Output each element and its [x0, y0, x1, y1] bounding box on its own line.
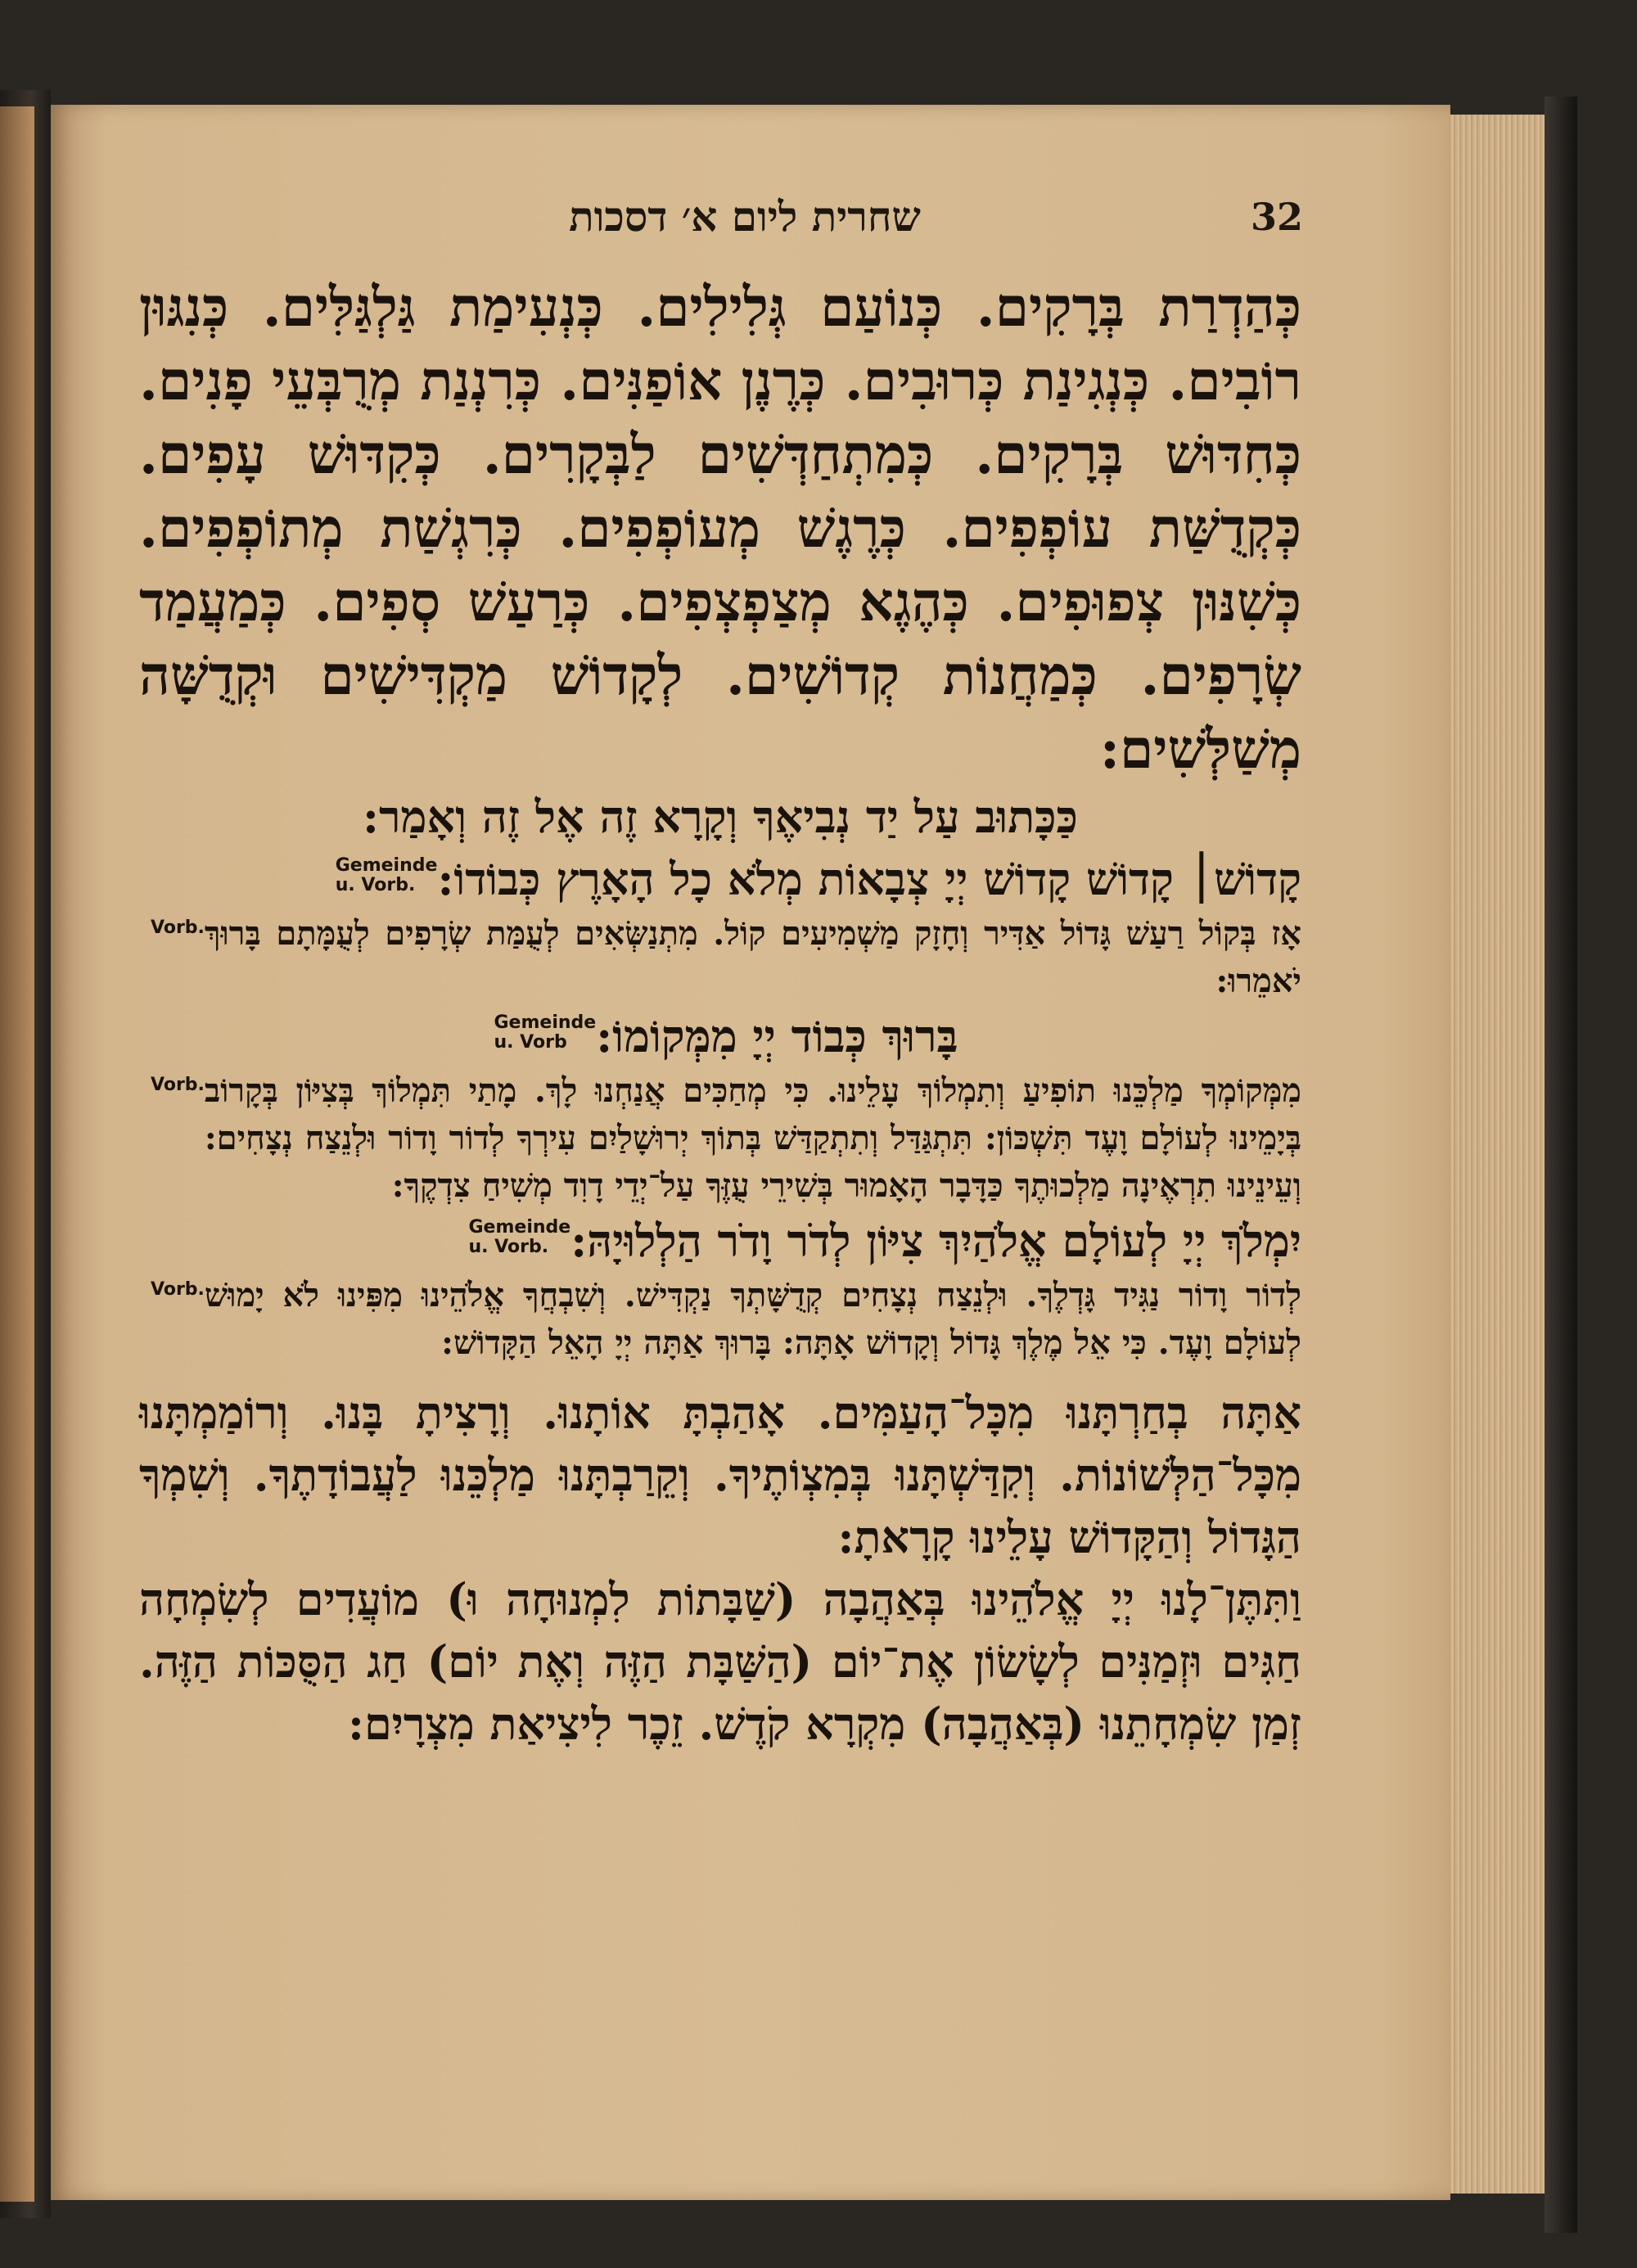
line-mimkomcha: מִמְּקוֹמְךָ מַלְכֵּנוּ תוֹפִיעַ וְתִמְלוֹךְ עָלֵינוּ. כִּי מְחַכִּים אֲנַחְנוּ לָךְ. מָתַי תִּמְלוֹךְ בְּצִיּוֹן בְּקָרוֹב בְּיָמֵינוּ לְעוֹלָם וָעֶד תִּשְׁכּוֹן: תִּתְגַּדַּל וְתִתְקַדַּשׁ בְּתוֹךְ יְרוּשָׁלַיִם עִירְךָ לְדוֹר וָדוֹר וּלְנֵצַח נְצָחִים: וְעֵינֵינוּ תִרְאֶינָה מַלְכוּתֶךָ כַּדָּבָר הָאָמוּר בְּשִׁירֵי עֻזֶּךָ עַל־יְדֵי דָוִד מְשִׁיחַ צִדְקֶךָ:	[204, 1071, 1301, 1205]
speaker-marker: Vorb.	[151, 918, 205, 938]
paragraph-kedusha-intro: כְּהַדְרַת בְּרָקִים. כְּנוֹעַם גְּלִילִים. כְּנְעִימַת גַּלְגַּלִּים. כְּנִגּוּן רוֹבִים. כְּנְגִינַת כְּרוּבִים. כְּרֶנֶן אוֹפַנִּים. כְּרִנְנַת מְרֻבְּעֵי פָנִים. כְּחִדּוּשׁ בְּרָקִים. כְּמִתְחַדְּשִׁים לַבְּקָרִים. כְּקִדּוּשׁ עָפִים. כְּקְדֻשַּׁת עוֹפְפִים. כְּרֶגֶשׁ מְעוֹפְפִים. כְּרִגְשַׁת מְתוֹפְפִים. כְּשִׁנּוּן צְפוּפִים. כְּהֶגֶא מְצַפְצְפִים. כְּרַעַשׁ סְפִים. כְּמַעֲמַד שְׂרָפִים. כְּמַחֲנוֹת קְדוֹשִׁים. לְקָדוֹשׁ מַקְדִּישִׁים וּקְדֻשָּׁה מְשַׁלְּשִׁים:	[139, 275, 1301, 781]
cover-edge	[1545, 97, 1577, 2233]
responsive-line	[139, 1210, 1301, 1272]
responsive-line	[139, 1005, 1301, 1067]
line-ledor-vador: לְדוֹר וָדוֹר נַגִּיד גָּדְלֶךָ. וּלְנֵצַח נְצָחִים קְדֻשָּׁתְךָ נַקְדִּישׁ. וְשִׁבְחֲךָ אֱלֹהֵינוּ מִפִּינוּ לֹא יָמוּשׁ לְעוֹלָם וָעֶד. כִּי אֵל מֶלֶךְ גָּדוֹל וְקָדוֹשׁ אָתָּה: בָּרוּךְ אַתָּה יְיָ הָאֵל הַקָּדוֹשׁ:	[204, 1276, 1301, 1362]
speaker-marker: Vorb.	[151, 1279, 205, 1300]
prayer-text	[139, 270, 1301, 1755]
line-az-bekol: אָז בְּקוֹל רַעַשׁ גָּדוֹל אַדִּיר וְחָזָק מַשְׁמִיעִים קוֹל. מִתְנַשְּׂאִים לְעֻמַּת שְׂרָפִים לְעֻמָּתָם בָּרוּךְ יֹאמֵרוּ:	[204, 914, 1301, 1000]
line-baruch: בָּרוּךְ כְּבוֹד יְיָ מִמְּקוֹמוֹ:	[596, 1010, 958, 1062]
line-kakatuv: כַּכָּתוּב עַל יַד נְבִיאֶךָ וְקָרָא זֶה אֶל זֶה וְאָמַר:	[363, 791, 1078, 843]
line-yimloch: יִמְלֹךְ יְיָ לְעוֹלָם אֱלֹהַיִךְ צִיּוֹן לְדֹר וָדֹר הַלְלוּיָהּ:	[570, 1215, 1301, 1267]
speaker-marker: Gemeinde u. Vorb	[494, 1012, 597, 1053]
speaker-marker: Gemeinde u. Vorb.	[335, 855, 438, 895]
previous-page-edge	[0, 106, 34, 2202]
responsive-line	[139, 1067, 1301, 1210]
responsive-line	[139, 1272, 1301, 1367]
page-number: 32	[1251, 195, 1304, 239]
paragraph-vatiten-lanu: וַתִּתֶּן־לָנוּ יְיָ אֱלֹהֵינוּ בְּאַהֲבָה (שַׁבָּתוֹת לִמְנוּחָה וּ) מוֹעֲדִים לְשִׂמְחָה חַגִּים וּזְמַנִּים לְשָׂשׂוֹן אֶת־יוֹם (הַשַּׁבָּת הַזֶּה וְאֶת יוֹם) חַג הַסֻּכּוֹת הַזֶּה. זְמַן שִׂמְחָתֵנוּ (בְּאַהֲבָה) מִקְרָא קֹדֶשׁ. זֵכֶר לִיצִיאַת מִצְרָיִם:	[139, 1573, 1301, 1750]
page-edges	[1450, 115, 1545, 2194]
responsive-line	[139, 910, 1301, 1005]
speaker-marker: Gemeinde u. Vorb.	[468, 1217, 571, 1257]
running-head: שחרית ליום א׳ דסכות	[569, 192, 921, 241]
line-kadosh: קָדוֹשׁ׀ קָדוֹשׁ קָדוֹשׁ יְיָ צְבָאוֹת מְלֹא כָל הָאָרֶץ כְּבוֹדוֹ:	[437, 853, 1301, 905]
responsive-line	[139, 848, 1301, 910]
paragraph-ata-bechartanu: אַתָּה בְחַרְתָּנוּ מִכָּל־הָעַמִּים. אָהַבְתָּ אוֹתָנוּ. וְרָצִיתָ בָּנוּ. וְרוֹמַמְתָּנוּ מִכָּל־הַלְּשׁוֹנוֹת. וְקִדַּשְׁתָּנוּ בְּמִצְוֹתֶיךָ. וְקֵרַבְתָּנוּ מַלְכֵּנוּ לַעֲבוֹדָתֶךָ. וְשִׁמְךָ הַגָּדוֹל וְהַקָּדוֹשׁ עָלֵינוּ קָרָאתָ:	[139, 1387, 1301, 1563]
speaker-marker: Vorb.	[151, 1075, 205, 1095]
